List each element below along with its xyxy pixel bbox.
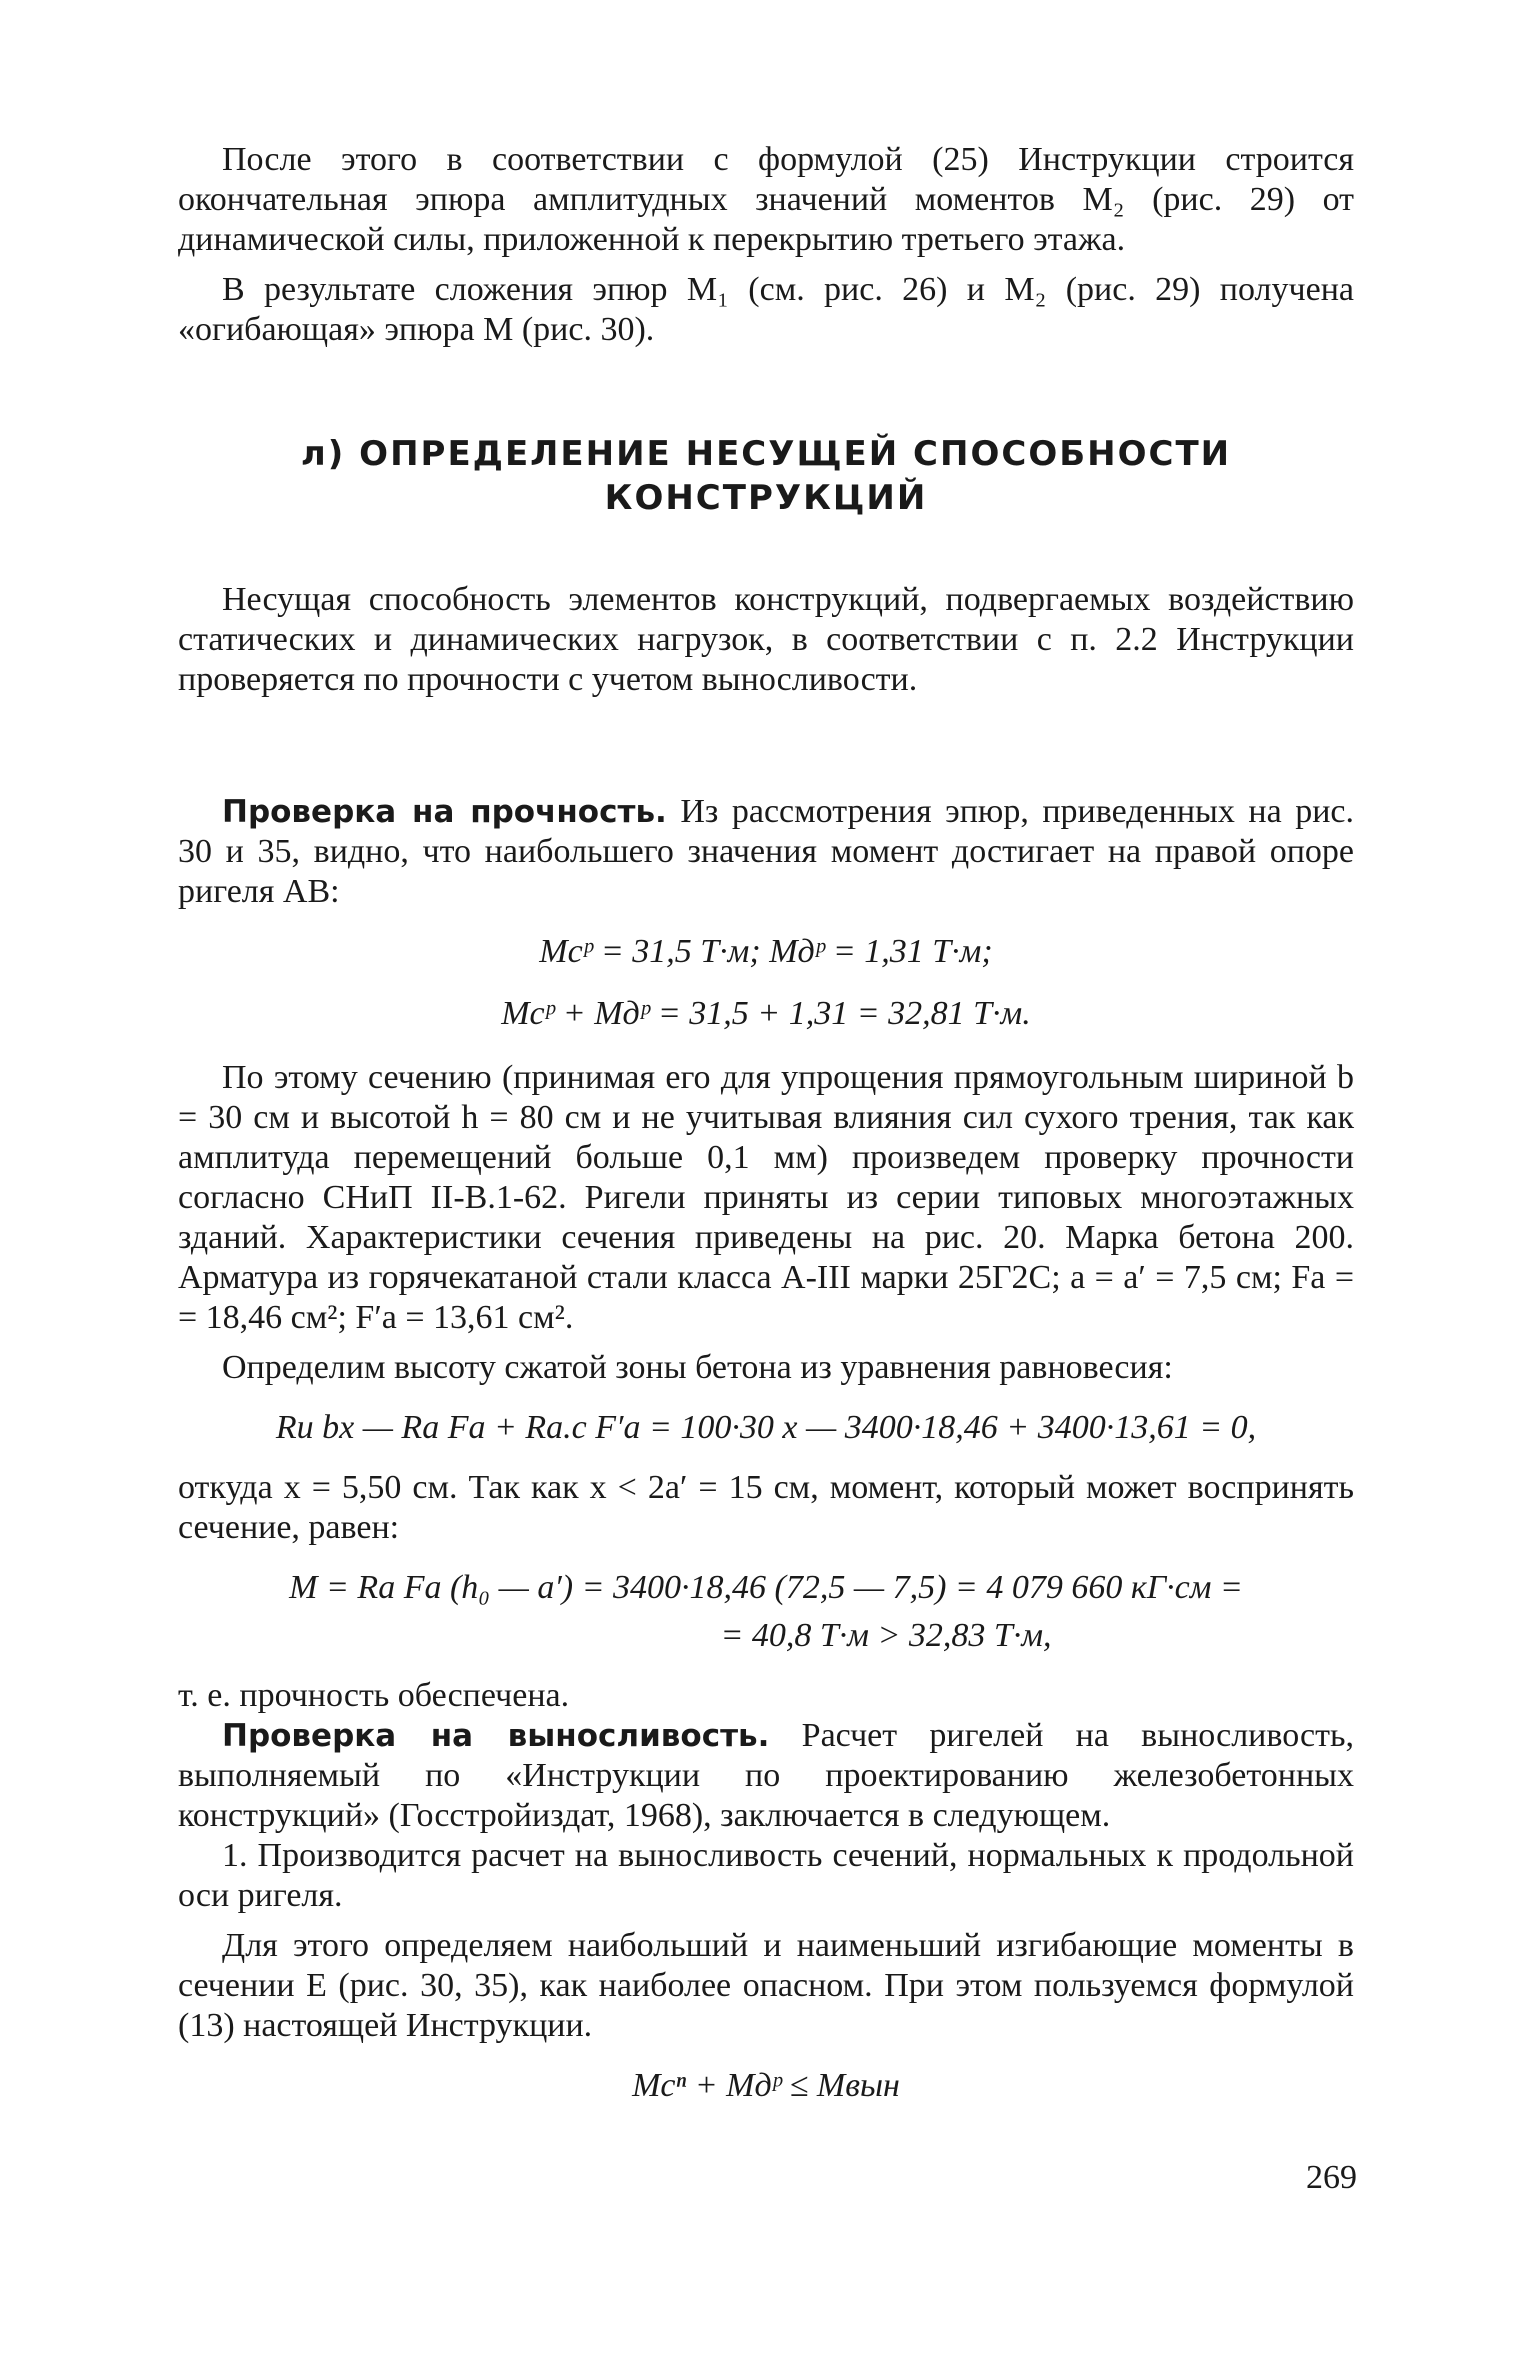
- paragraph-10: 1. Производится расчет на выносливость сечений, нормальных к продольной оси ригеля.: [178, 1837, 1354, 1914]
- section-heading: [178, 432, 1354, 520]
- paragraph-6: Определим высоту сжатой зоны бетона из уравнения равновесия:: [222, 1349, 1173, 1386]
- paragraph-7: откуда x = 5,50 см. Так как x < 2a′ = 15 см, момент, который может воспринять сечение, равен:: [178, 1469, 1354, 1546]
- formula-2: Mсᵖ + Mдᵖ = 31,5 + 1,31 = 32,81 Т·м.: [501, 995, 1031, 1032]
- heading-line-2: КОНСТРУКЦИЙ: [604, 478, 928, 518]
- heading-line-1: л) ОПРЕДЕЛЕНИЕ НЕСУЩЕЙ СПОСОБНОСТИ: [300, 434, 1232, 474]
- page-body: [178, 140, 1354, 2126]
- page-number: 269: [1306, 2159, 1357, 2196]
- runin-strength-check: Проверка на прочность.: [222, 794, 667, 830]
- paragraph-9: [178, 1716, 1354, 1836]
- paragraph-11: Для этого определяем наибольший и наименьший изгибающие моменты в сечении E (рис. 30, 35), как наиболее опасном. При этом пользуемся формулой (13) настоящей Инструкции.: [178, 1927, 1354, 2044]
- paragraph-5: По этому сечению (принимая его для упрощения прямоугольным шириной b = 30 см и высотой h = 80 см и не учитывая влияния сил сухого трения, так как амплитуда перемещений больше 0,1 мм) произведем проверку прочности согласно СНиП II-В.1-62. Ригели приняты из серии типовых многоэтажных зданий. Характеристики сечения приведены на рис. 20. Марка бетона 200. Арматура из горячекатаной стали класса А-III марки 25Г2С; a = a′ = 7,5 см; Fа = = 18,46 см²; F′а = 13,61 см².: [178, 1059, 1354, 1336]
- paragraph-9-text: Расчет ригелей на выносливость, выполняемый по «Инструкции по проектированию железобетонных конструкций» (Госстройиздат, 1968), заключается в следующем.: [178, 1717, 1354, 1834]
- paragraph-1: После этого в соответствии с формулой (25) Инструкции строится окончательная эпюра амплитудных значений моментов M₂ (рис. 29) от динамической силы, приложенной к перекрытию третьего этажа.: [178, 141, 1354, 258]
- paragraph-2: В результате сложения эпюр M₁ (см. рис. 26) и M₂ (рис. 29) получена «огибающая» эпюра M (рис. 30).: [178, 271, 1354, 348]
- paragraph-4-text: Из рассмотрения эпюр, приведенных на рис. 30 и 35, видно, что наибольшего значения момент достигает на правой опоре ригеля AB:: [178, 793, 1354, 910]
- paragraph-3: Несущая способность элементов конструкций, подвергаемых воздействию статических и динамических нагрузок, в соответствии с п. 2.2 Инструкции проверяется по прочности с учетом выносливости.: [178, 581, 1354, 698]
- paragraph-8: т. е. прочность обеспечена.: [178, 1677, 570, 1714]
- formula-4: M = Rа Fа (h₀ — a′) = 3400·18,46 (72,5 — 7,5) = 4 079 660 кГ·см =: [289, 1569, 1243, 1606]
- formula-3: Rи bx — Rа Fа + Rа.с F′а = 100·30 x — 3400·18,46 + 3400·13,61 = 0,: [275, 1409, 1257, 1446]
- formula-1: Mсᵖ = 31,5 Т·м; Mдᵖ = 1,31 Т·м;: [539, 933, 993, 970]
- paragraph-4: [178, 792, 1354, 912]
- formula-5: = 40,8 Т·м > 32,83 Т·м,: [720, 1617, 1052, 1654]
- formula-6: Mсⁿ + Mдᵖ ≤ Mвын: [632, 2067, 900, 2104]
- runin-endurance-check: Проверка на выносливость.: [222, 1718, 770, 1754]
